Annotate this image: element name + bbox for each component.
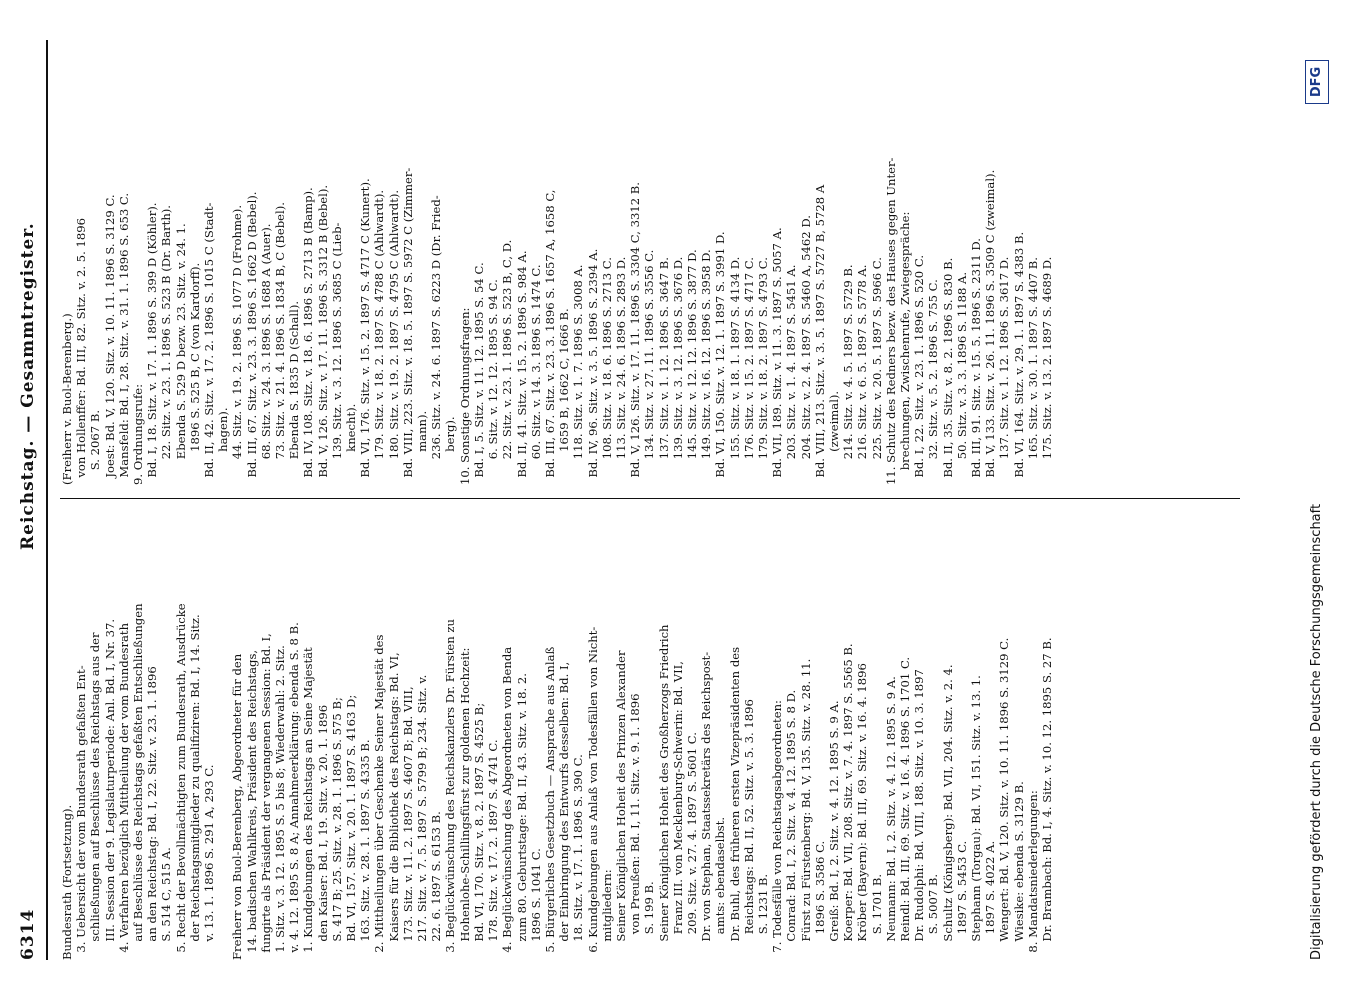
index-line: Bd. VI, 176. Sitz. v. 15. 2. 1897 S. 4717 C (Kunert). (358, 178, 373, 485)
index-line: 173. Sitz. v. 11. 2. 1897 S. 4607 B; Bd. VIII, (400, 686, 415, 960)
index-line: schließungen auf Beschlüsse des Reichstags aus der (88, 632, 103, 960)
index-line: 9. Ordnungsrufe: (131, 383, 146, 485)
right-column (60, 35, 1054, 485)
index-line: Bd. V, 126. Sitz. v. 17. 11. 1896 S. 3312 B (Bebel). (315, 184, 330, 485)
index-line: der Reichstagsmitglieder zu qualifiziren: Bd. I, 14. Sitz. (187, 614, 202, 960)
index-line: 139. Sitz. v. 3. 12. 1896 S. 3676 D. (670, 256, 685, 485)
index-line: Greiß: Bd. I, 2. Sitz. v. 4. 12. 1895 S. 9 A. (826, 700, 841, 960)
dfg-logo: DFG (1305, 60, 1329, 104)
index-line: 204. Sitz. v. 2. 4. 1897 S. 5460 A, 5462 D. (798, 215, 813, 485)
index-line: Bd. III, 67. Sitz. v. 23. 3. 1896 S. 1657 A, 1658 C, (542, 189, 557, 485)
index-line: Fürst zu Fürstenberg: Bd. V, 135. Sitz. v. 28. 11. (798, 658, 813, 960)
index-line: Reindl: Bd. III, 69. Sitz. v. 16. 4. 1896 S. 1701 C. (897, 656, 912, 960)
index-line: 4. Verfahren bezüglich Mittheilung der vom Bundesrath (116, 622, 131, 960)
index-line: Bd. I, 22. Sitz. v. 23. 1. 1896 S. 520 C. (912, 254, 927, 485)
index-line: von Preußen: Bd. I, 11. Sitz. v. 9. 1. 1896 (628, 693, 643, 960)
index-line: 5. Bürgerliches Gesetzbuch — Ansprache aus Anlaß (542, 646, 557, 960)
index-line: 68. Sitz. v. 24. 3. 1896 S. 1688 A (Auer). (258, 223, 273, 485)
index-line: 137. Sitz. v. 1. 12. 1896 S. 3617 D. (997, 256, 1012, 485)
index-line: S. 417 B; 25. Sitz. v. 28. 1. 1896 S. 575 B; (329, 697, 344, 960)
index-line: 1896 S. 1041 C. (528, 848, 543, 960)
index-line: Schultz (Königsberg): Bd. VII, 204. Sitz. v. 2. 4. (940, 664, 955, 960)
index-line: Bd. V, 133. Sitz. v. 26. 11. 1896 S. 3509 C (zweimal). (983, 169, 998, 485)
index-line: 2. Mittheilungen über Geschenke Seiner Majestät des (372, 634, 387, 960)
index-line: 32. Sitz. v. 5. 2. 1896 S. 755 C. (926, 279, 941, 485)
index-line: S. 199 B. (642, 881, 657, 960)
index-line: Kaisers für die Bibliothek des Reichstags: Bd. VI, (386, 652, 401, 960)
index-line: 179. Sitz. v. 18. 2. 1897 S. 4788 C (Ahlwardt). (372, 189, 387, 485)
index-line: 180. Sitz. v. 19. 2. 1897 S. 4795 C (Ahlwardt). (386, 189, 401, 485)
index-line: 3. Beglückwünschung des Reichskanzlers Dr. Fürsten zu (443, 619, 458, 960)
index-line: Bd. VIII, 223. Sitz. v. 18. 5. 1897 S. 5972 C (Zimmer- (400, 167, 415, 485)
index-line: Bd. IV, 96. Sitz. v. 3. 5. 1896 S. 2394 A. (585, 248, 600, 485)
index-line (216, 510, 230, 960)
index-line: 134. Sitz. v. 27. 11. 1896 S. 3556 C. (642, 249, 657, 485)
index-line: 113. Sitz. v. 24. 6. 1896 S. 2893 D. (613, 256, 628, 485)
index-line: Neumann: Bd. I, 2. Sitz. v. 4. 12. 1895 S. 9 A. (883, 676, 898, 960)
index-line: 217. Sitz. v. 7. 5. 1897 S. 5799 B; 234. Sitz. v. (415, 674, 430, 960)
index-line: Wiesike: ebenda S. 3129 B. (1011, 781, 1026, 960)
index-line: 1897 S. 4022 A. (983, 840, 998, 960)
index-line: Bd. II, 42. Sitz. v. 17. 2. 1896 S. 1015 C (Stadt- (202, 202, 217, 485)
index-line: 179. Sitz. v. 18. 2. 1897 S. 4793 C. (755, 257, 770, 485)
index-line: 11. Schutz des Redners bezw. des Hauses gegen Unter- (883, 157, 898, 485)
index-line: Dr. Buhl, des früheren ersten Vizepräsidenten des (727, 646, 742, 960)
index-line: 145. Sitz. v. 12. 12. 1896 S. 3877 D. (684, 249, 699, 485)
index-line: Bd. VI, 170. Sitz. v. 8. 2. 1897 S. 4525 B; (471, 702, 486, 960)
index-line: 1897 S. 5453 C. (954, 840, 969, 960)
index-line: (Freiherr v. Buol-Berenberg.) (60, 313, 74, 485)
index-line: 1. Sitz. v. 3. 12. 1895 S. 5 bis 8; Wiederwahl: 2. Sitz. (273, 645, 288, 960)
index-line: 73. Sitz. v. 21. 4. 1896 S. 1834 B, C (Bebel). (273, 202, 288, 485)
index-line: amts: ebendaselbst. (713, 816, 728, 960)
running-title: Reichstag. — Gesammtregister. (18, 222, 38, 550)
index-line: 155. Sitz. v. 18. 1. 1897 S. 4134 D. (727, 256, 742, 485)
index-line: Koerper: Bd. VII, 208. Sitz. v. 7. 4. 1897 S. 5565 B. (841, 643, 856, 960)
index-line: 176. Sitz. v. 15. 2. 1897 S. 4717 C. (741, 257, 756, 485)
index-line: 216. Sitz. v. 6. 5. 1897 S. 5778 A. (855, 264, 870, 485)
index-line: Franz III. von Mecklenburg-Schwerin: Bd. VII, (670, 661, 685, 960)
index-line: den Kaiser: Bd. I, 19. Sitz. v. 20. 1. 1896 (315, 704, 330, 960)
index-line: 18. Sitz. v. 17. 1. 1896 S. 390 C. (571, 754, 586, 960)
index-line: Bd. VI, 150. Sitz. v. 12. 1. 1897 S. 3991 D. (713, 231, 728, 485)
index-line: Bd. VI, 157. Sitz. v. 20. 1. 1897 S. 4163 D; (344, 694, 359, 960)
index-line: 44. Sitz. v. 19. 2. 1896 S. 1077 D (Frohme). (230, 204, 245, 485)
index-line: S. 1231 B. (755, 873, 770, 960)
index-line: Seiner Königlichen Hoheit des Großherzogs Friedrich (656, 624, 671, 960)
index-line: 203. Sitz. v. 1. 4. 1897 S. 5451 A. (784, 264, 799, 485)
index-line: 22. 6. 1897 S. 6153 B. (429, 811, 444, 960)
index-line: Freiherr von Buol-Berenberg, Abgeordneter für den (230, 653, 245, 960)
index-line: Reichstags: Bd. II, 52. Sitz. v. 5. 3. 1896 (741, 699, 756, 960)
index-line: mann). (415, 410, 430, 485)
index-line: Dr. Rudolphi: Bd. VIII, 188. Sitz. v. 10. 3. 1897 (912, 669, 927, 960)
index-line: auf Beschlüsse des Reichstags gefaßten Entschließungen (131, 603, 146, 960)
left-column (60, 510, 1054, 960)
index-line: Bd. III, 67. Sitz. v. 23. 3. 1896 S. 1662 D (Bebel). (244, 191, 259, 485)
index-line: 22. Sitz. v. 23. 1. 1896 S. 523 B (Dr. Barth). (159, 205, 174, 485)
index-line: Bd. II, 41. Sitz. v. 15. 2. 1896 S. 984 A. (514, 250, 529, 485)
index-line: mitgliedern: (599, 869, 614, 960)
index-line: 225. Sitz. v. 20. 5. 1897 S. 5966 C. (869, 257, 884, 485)
index-line: 236. Sitz. v. 24. 6. 1897 S. 6223 D (Dr. Fried- (429, 195, 444, 485)
index-line: 209. Sitz. v. 27. 4. 1897 S. 5601 C. (684, 732, 699, 960)
page-footer (1305, 30, 1335, 960)
index-line: zum 80. Geburtstage: Bd. II, 43. Sitz. v. 18. 2. (514, 673, 529, 960)
index-line: 149. Sitz. v. 16. 12. 1896 S. 3958 D. (699, 249, 714, 485)
page-number: 6314 (18, 908, 38, 960)
index-line: Stephann (Torgau): Bd. VI, 151. Sitz. v. 13. 1. (969, 675, 983, 960)
index-line: an den Reichstag: Bd. I, 22. Sitz. v. 23. 1. 1896 (145, 666, 160, 960)
index-line: Ebenda S. 529 D bezw. 23. Sitz. v. 24. 1. (173, 223, 188, 485)
index-line: Joest: Bd. V, 120. Sitz. v. 10. 11. 1896 S. 3129 C. (102, 194, 117, 485)
index-line: 108. Sitz. v. 18. 6. 1896 S. 2713 C. (599, 257, 614, 485)
index-line: Bd. II, 35. Sitz. v. 8. 2. 1896 S. 830 B. (940, 257, 955, 485)
index-line: von Hollenffer: Bd. III, 82. Sitz. v. 2. 5. 1896 (74, 218, 89, 485)
index-line: knecht). (344, 403, 359, 485)
index-line: 178. Sitz. v. 17. 2. 1897 S. 4741 C. (486, 739, 501, 960)
index-line: 165. Sitz. v. 30. 1. 1897 S. 4407 B. (1025, 257, 1040, 485)
index-line: 137. Sitz. v. 1. 12. 1896 S. 3647 B. (656, 257, 671, 485)
index-line: Dr. Brambach: Bd. I, 4. Sitz. v. 10. 12. 1895 S. 27 B. (1040, 637, 1055, 960)
index-line: III. Session der 9. Legislaturperiode: Anl. Bd. I, Nr. 37. (102, 618, 117, 960)
digitization-note: Digitalisierung gefördert durch die Deutsche Forschungsgemeinschaft (1309, 503, 1324, 960)
index-line: 1659 B, 1662 C, 1666 B. (557, 308, 572, 485)
index-line: Hohenlohe-Schillingsfürst zur goldenen Hochzeit: (457, 647, 472, 960)
index-line: 50. Sitz. v. 3. 3. 1896 S. 1188 A. (954, 271, 969, 485)
index-line: Bundesrath (Fortsetzung). (60, 804, 74, 960)
index-line: 163. Sitz. v. 28. 1. 1897 S. 4335 B. (358, 739, 373, 960)
index-line: Bd. I, 18. Sitz. v. 17. 1. 1896 S. 399 D (Köhler). (145, 202, 160, 485)
index-line: Bd. IV, 108. Sitz. v. 18. 6. 1896 S. 2713 B (Bamp). (301, 187, 316, 485)
index-line: 139. Sitz. v. 3. 12. 1896 S. 3685 C (Lieb- (329, 222, 344, 485)
index-line: Kröber (Bayern): Bd. III, 69. Sitz. v. 16. 4. 1896 (855, 663, 870, 960)
index-line: Bd. III, 91. Sitz. v. 15. 5. 1896 S. 2311 D. (969, 238, 983, 485)
index-line: der Einbringung des Entwurfs desselben: Bd. I, (557, 661, 572, 960)
index-line: (zweimal). (826, 390, 841, 485)
index-line: S. 514 C, 515 A. (159, 847, 174, 960)
index-line: 3. Uebersicht der vom Bundesrath gefaßten Ent- (74, 665, 89, 960)
index-line: 118. Sitz. v. 1. 7. 1896 S. 3008 A. (571, 264, 586, 485)
index-line: Conrad: Bd. I, 2. Sitz. v. 4. 12. 1895 S. 8 D. (784, 689, 799, 960)
index-line: 1896 S. 525 B, C (von Kardorff). (187, 262, 202, 485)
index-line: 5. Recht der Bevollmächtigten zum Bundesrath, Ausdrücke (173, 603, 188, 960)
index-line: 6. Kundgebungen aus Anlaß von Todesfällen von Nicht- (585, 626, 600, 960)
index-line: 4. Beglückwünschung des Abgeordneten von Benda (500, 646, 515, 960)
index-line: Ebenda S. 1835 D (Schall). (287, 300, 302, 485)
index-line: v. 4. 12. 1895 S. 8 A; Annahmeerklärung: ebenda S. 8 B. (287, 622, 302, 960)
index-line: 10. Sonstige Ordnungsfragen: (457, 307, 472, 485)
index-line: Bd. VIII, 213. Sitz. v. 3. 5. 1897 S. 5727 B, 5728 A (812, 184, 827, 485)
index-line: Mansfeld: Bd. I, 28. Sitz. v. 31. 1. 1896 S. 653 C. (116, 192, 131, 485)
page-header (8, 40, 48, 960)
index-line: berg). (443, 416, 458, 485)
index-line: Bd. V, 126. Sitz. v. 17. 11. 1896 S. 3304 C, 3312 B. (628, 182, 643, 485)
index-line: S. 5007 B. (926, 873, 941, 960)
index-line: 1896 S. 3586 C. (812, 840, 827, 960)
index-line: hagen). (216, 407, 231, 485)
index-line: 60. Sitz. v. 14. 3. 1896 S. 1474 C. (528, 264, 543, 485)
column-divider (60, 498, 1240, 499)
index-line: brechungen, Zwischenrufe, Zwiegespräche: (897, 211, 912, 485)
index-line: fungirte als Präsident der vergangenen Session: Bd. I, (258, 633, 273, 960)
index-line: Wengert: Bd. V, 120. Sitz. v. 10. 11. 1896 S. 3129 C. (997, 637, 1012, 960)
index-line: Bd. VI, 164. Sitz. v. 29. 1. 1897 S. 4383 B. (1011, 231, 1026, 485)
index-line: 7. Todesfälle von Reichstagsabgeordneten: (770, 700, 785, 960)
index-line: 214. Sitz. v. 4. 5. 1897 S. 5729 B. (841, 264, 856, 485)
index-line: 6. Sitz. v. 12. 12. 1895 S. 94 C. (486, 279, 501, 485)
index-line: Seiner Königlichen Hoheit des Prinzen Alexander (613, 650, 628, 960)
index-line: 8. Mandatsniederlegungen: (1025, 790, 1040, 960)
index-line: 175. Sitz. v. 13. 2. 1897 S. 4689 D. (1040, 256, 1055, 485)
header-rule (46, 40, 48, 960)
index-line: 14. badischen Wahlkreis, Präsident des Reichstags, (244, 649, 259, 960)
index-line: v. 13. 1. 1896 S. 291 A, 293 C. (202, 764, 217, 960)
index-line: S. 2067 B. (88, 409, 103, 485)
index-line: Bd. VII, 189. Sitz. v. 11. 3. 1897 S. 5057 A. (770, 227, 785, 485)
index-line: Dr. von Stephan, Staatssekretärs des Reichspost- (699, 651, 714, 960)
index-line: Bd. I, 5. Sitz. v. 11. 12. 1895 S. 54 C. (471, 262, 486, 485)
index-line: 22. Sitz. v. 23. 1. 1896 S. 523 B, C, D. (500, 239, 515, 485)
index-line: S. 1701 B. (869, 873, 884, 960)
index-line: 1. Kundgebungen des Reichstags an Seine Majestät (301, 647, 316, 960)
